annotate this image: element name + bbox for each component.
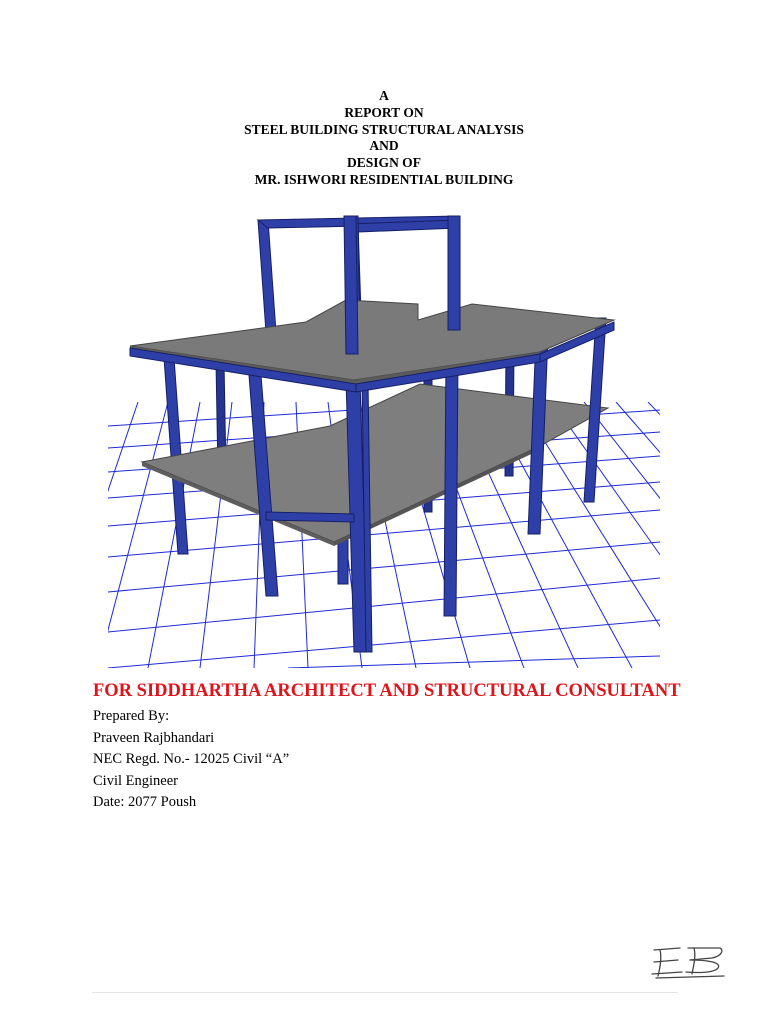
preparer-name: Praveen Rajbhandari xyxy=(93,729,215,746)
title-line-subject: STEEL BUILDING STRUCTURAL ANALYSIS xyxy=(244,121,524,137)
title-line-client: MR. ISHWORI RESIDENTIAL BUILDING xyxy=(254,171,514,187)
footer-rule xyxy=(92,992,678,993)
prepared-by-label: Prepared By: xyxy=(93,708,170,724)
report-date: Date: 2077 Poush xyxy=(93,794,197,811)
signature-image xyxy=(648,942,728,987)
report-title xyxy=(0,88,768,189)
title-line-and: AND xyxy=(369,138,399,154)
nec-registration: NEC Regd. No.- 12025 Civil “A” xyxy=(93,751,290,768)
structural-model-figure xyxy=(108,212,660,668)
preparer-info xyxy=(93,706,289,814)
consultant-heading: FOR SIDDHARTHA ARCHITECT AND STRUCTURAL CONSULTANT xyxy=(93,681,681,701)
title-line-design-of: DESIGN OF xyxy=(347,155,421,171)
title-line-a: A xyxy=(379,88,389,103)
title-line-report-on: REPORT ON xyxy=(344,104,424,120)
preparer-role: Civil Engineer xyxy=(93,772,178,789)
